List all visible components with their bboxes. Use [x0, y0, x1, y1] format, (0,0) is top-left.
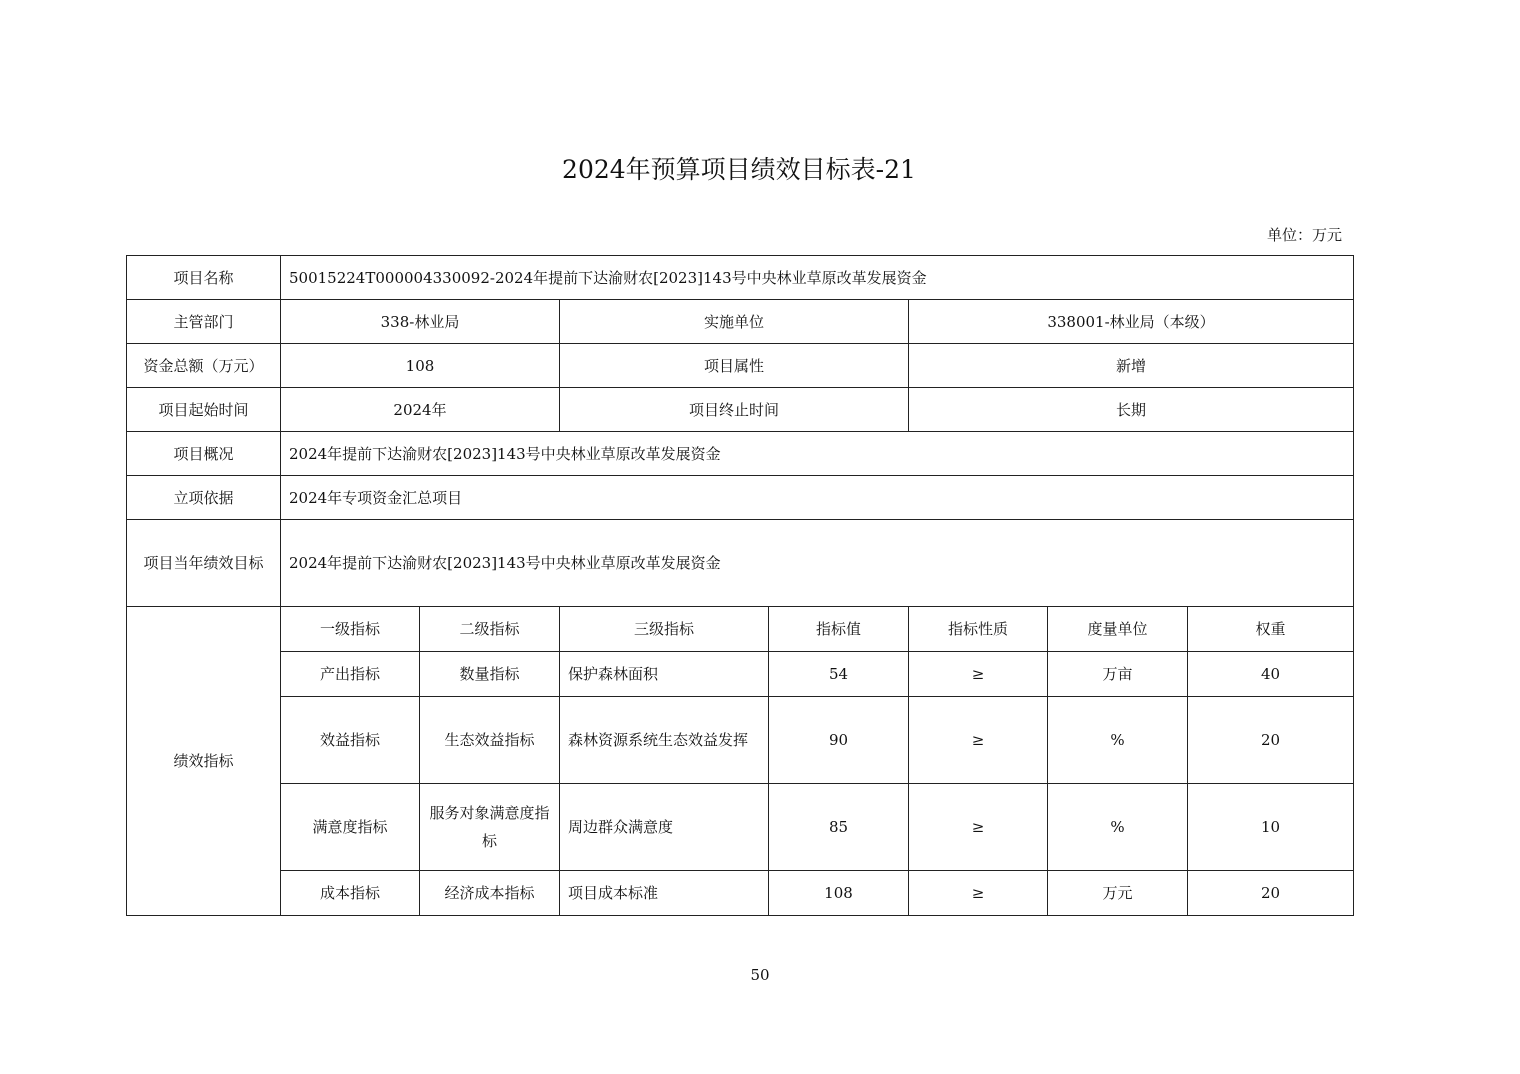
indicator-level1: 满意度指标: [281, 784, 420, 871]
annual-goal-label: 项目当年绩效目标: [127, 520, 281, 607]
page-number: 50: [750, 966, 770, 984]
indicator-nature: ≥: [909, 652, 1048, 697]
indicator-unit: %: [1048, 784, 1188, 871]
indicator-level3: 周边群众满意度: [560, 784, 769, 871]
document-title: 2024年预算项目绩效目标表-21: [562, 155, 916, 184]
indicator-row: [127, 784, 1354, 871]
total-funds-value: 108: [281, 344, 560, 388]
header-nature: 指标性质: [909, 607, 1048, 652]
project-name-value: 50015224T000004330092-2024年提前下达渝财农[2023]143号中央林业草原改革发展资金: [281, 256, 1354, 300]
indicator-nature: ≥: [909, 784, 1048, 871]
indicators-section-label: 绩效指标: [127, 607, 281, 916]
end-time-label: 项目终止时间: [560, 388, 909, 432]
indicator-header-row: [127, 607, 1354, 652]
indicator-level1: 成本指标: [281, 871, 420, 916]
header-value: 指标值: [769, 607, 909, 652]
row-basis: [127, 476, 1354, 520]
indicator-nature: ≥: [909, 697, 1048, 784]
row-project-name: [127, 256, 1354, 300]
indicator-weight: 20: [1188, 697, 1354, 784]
department-label: 主管部门: [127, 300, 281, 344]
indicator-unit: 万亩: [1048, 652, 1188, 697]
implementer-value: 338001-林业局（本级）: [909, 300, 1354, 344]
indicator-weight: 20: [1188, 871, 1354, 916]
implementer-label: 实施单位: [560, 300, 909, 344]
attribute-value: 新增: [909, 344, 1354, 388]
indicator-level2: 服务对象满意度指标: [420, 784, 560, 871]
indicator-unit: %: [1048, 697, 1188, 784]
start-time-label: 项目起始时间: [127, 388, 281, 432]
row-annual-goal: [127, 520, 1354, 607]
indicator-unit: 万元: [1048, 871, 1188, 916]
indicator-row: [127, 652, 1354, 697]
indicator-value: 108: [769, 871, 909, 916]
basis-label: 立项依据: [127, 476, 281, 520]
header-level3: 三级指标: [560, 607, 769, 652]
indicator-level3: 项目成本标准: [560, 871, 769, 916]
row-project-period: [127, 388, 1354, 432]
indicator-level1: 效益指标: [281, 697, 420, 784]
annual-goal-value: 2024年提前下达渝财农[2023]143号中央林业草原改革发展资金: [281, 520, 1354, 607]
indicator-level1: 产出指标: [281, 652, 420, 697]
department-value: 338-林业局: [281, 300, 560, 344]
indicator-value: 85: [769, 784, 909, 871]
indicator-row: [127, 697, 1354, 784]
header-unit: 度量单位: [1048, 607, 1188, 652]
indicator-nature: ≥: [909, 871, 1048, 916]
attribute-label: 项目属性: [560, 344, 909, 388]
indicator-weight: 40: [1188, 652, 1354, 697]
indicator-level3: 保护森林面积: [560, 652, 769, 697]
total-funds-label: 资金总额（万元）: [127, 344, 281, 388]
row-department: [127, 300, 1354, 344]
indicator-weight: 10: [1188, 784, 1354, 871]
header-level1: 一级指标: [281, 607, 420, 652]
basis-value: 2024年专项资金汇总项目: [281, 476, 1354, 520]
indicator-value: 90: [769, 697, 909, 784]
row-overview: [127, 432, 1354, 476]
header-weight: 权重: [1188, 607, 1354, 652]
indicator-row: [127, 871, 1354, 916]
overview-label: 项目概况: [127, 432, 281, 476]
indicator-value: 54: [769, 652, 909, 697]
performance-target-table: [126, 255, 1354, 916]
indicator-level2: 经济成本指标: [420, 871, 560, 916]
end-time-value: 长期: [909, 388, 1354, 432]
indicator-level3: 森林资源系统生态效益发挥: [560, 697, 769, 784]
row-total-funds: [127, 344, 1354, 388]
indicator-level2: 数量指标: [420, 652, 560, 697]
header-level2: 二级指标: [420, 607, 560, 652]
project-name-label: 项目名称: [127, 256, 281, 300]
overview-value: 2024年提前下达渝财农[2023]143号中央林业草原改革发展资金: [281, 432, 1354, 476]
unit-label: 单位：万元: [1266, 226, 1342, 244]
start-time-value: 2024年: [281, 388, 560, 432]
indicator-level2: 生态效益指标: [420, 697, 560, 784]
